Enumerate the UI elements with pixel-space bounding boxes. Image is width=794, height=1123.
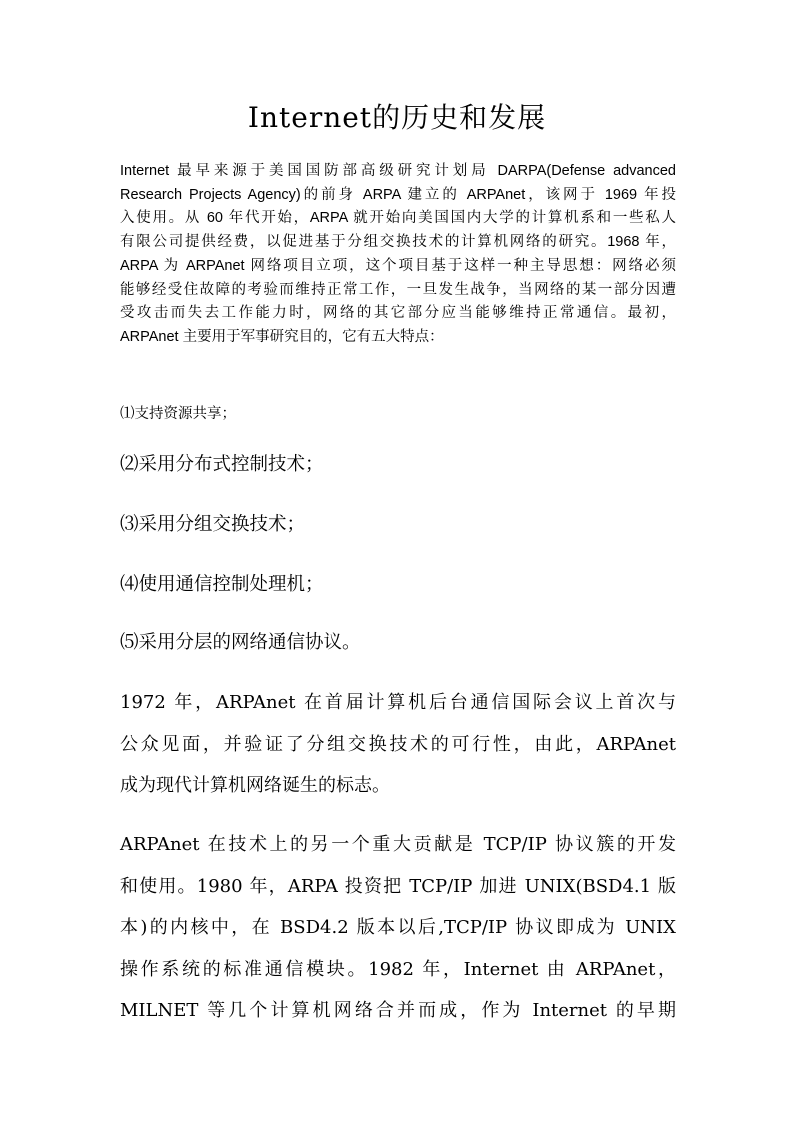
text-line: 有限公司提供经费，以促进基于分组交换技术的计算机网络的研究。1968 年， (120, 234, 676, 251)
text-line: 能够经受住故障的考验而维持正常工作，一旦发生战争，当网络的某一部分因遭 (120, 281, 676, 298)
text-line: 成为现代计算机网络诞生的标志。 (120, 775, 390, 796)
feature-item-2: ⑵采用分布式控制技术； (120, 454, 324, 475)
intro-paragraph (120, 160, 676, 350)
feature-item-3: ⑶采用分组交换技术； (120, 514, 306, 535)
text-line: 1972 年，ARPAnet 在首届计算机后台通信国际会议上首次与 (120, 692, 676, 713)
document-title: Internet的历史和发展 (247, 101, 547, 134)
text-line: 公众见面，并验证了分组交换技术的可行性，由此，ARPAnet (120, 733, 676, 755)
text-line: ARPAnet 在技术上的另一个重大贡献是 TCP/IP 协议簇的开发 (120, 834, 676, 855)
text-line: Internet 最早来源于美国国防部高级研究计划局 DARPA(Defense advanced (120, 163, 676, 179)
text-line: 操作系统的标准通信模块。1982 年，Internet 由 ARPAnet， (120, 958, 676, 980)
text-line: 和使用。1980 年，ARPA 投资把 TCP/IP 加进 UNIX(BSD4.1 版 (120, 875, 676, 897)
text-line: 受攻击而失去工作能力时，网络的其它部分应当能够维持正常通信。最初， (120, 305, 676, 322)
text-line: Research Projects Agency)的前身 ARPA 建立的 ARPAnet，该网于 1969 年投 (120, 186, 676, 203)
feature-item-4: ⑷使用通信控制处理机； (120, 574, 324, 595)
paragraph-tcpip (120, 824, 676, 1032)
text-line: ARPA 为 ARPAnet 网络项目立项，这个项目基于这样一种主导思想：网络必须 (120, 257, 676, 274)
text-line: ARPAnet 主要用于军事研究目的，它有五大特点： (120, 328, 444, 345)
paragraph-1972 (120, 682, 676, 807)
feature-item-1: ⑴支持资源共享； (120, 406, 236, 422)
text-line: 本)的内核中，在 BSD4.2 版本以后,TCP/IP 协议即成为 UNIX (120, 917, 676, 938)
feature-item-5: ⑸采用分层的网络通信协议。 (120, 632, 361, 653)
text-line: MILNET 等几个计算机网络合并而成，作为 Internet 的早期 (120, 1000, 676, 1021)
text-line: 入使用。从 60 年代开始，ARPA 就开始向美国国内大学的计算机系和一些私人 (120, 210, 676, 227)
